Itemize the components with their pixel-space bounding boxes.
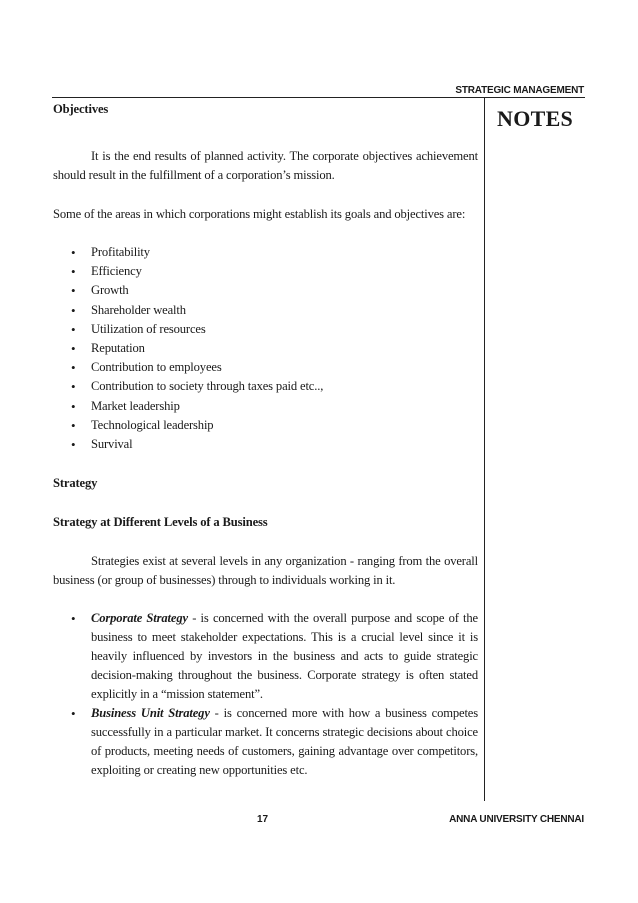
objective-area-item (71, 339, 478, 358)
objective-area-item (71, 397, 478, 416)
objective-area-item (71, 281, 478, 300)
areas-intro-paragraph: Some of the areas in which corporations might establish its goals and objectives are: (53, 207, 466, 221)
footer-page-number: 17 (257, 814, 269, 825)
bullet-icon: • (71, 360, 76, 376)
strategy-level-term: Corporate Strategy (91, 611, 188, 626)
objective-area-item (71, 358, 478, 377)
strategy-level-item (71, 609, 478, 704)
objective-area-item (71, 243, 478, 262)
objective-area-label: Technological leadership (91, 417, 214, 432)
objective-area-label: Contribution to society through taxes paid etc.., (91, 379, 324, 394)
bullet-icon: • (71, 302, 76, 318)
objective-area-item (71, 262, 478, 281)
bullet-icon: • (71, 706, 76, 722)
bullet-icon: • (71, 321, 76, 337)
bullet-icon: • (71, 379, 76, 395)
strategy-level-description: - is concerned more with how a business competes successfully in a particular market. It concerns strategic decisions about choice of products, meeting needs of customers, gaining advantage over competitors, exploiting or creating new opportunities etc. (91, 706, 478, 778)
bullet-icon: • (71, 264, 76, 280)
objective-area-label: Reputation (91, 340, 145, 355)
header-rule (52, 97, 585, 98)
objective-area-label: Growth (91, 283, 129, 298)
objective-area-label: Shareholder wealth (91, 302, 186, 317)
bullet-icon: • (71, 283, 76, 299)
objective-area-item (71, 377, 478, 396)
objective-area-item (71, 416, 478, 435)
objective-area-item (71, 435, 478, 454)
objectives-paragraph: It is the end results of planned activity. The corporate objectives achievement should result in the fulfillment of a corporation’s mission. (53, 149, 478, 182)
footer-institution: ANNA UNIVERSITY CHENNAI (449, 814, 584, 825)
bullet-icon: • (71, 417, 76, 433)
notes-column-rule (484, 97, 485, 801)
objective-area-item (71, 301, 478, 320)
objective-area-label: Profitability (91, 245, 150, 259)
strategy-levels-list (53, 609, 478, 780)
main-content (53, 100, 478, 780)
objective-area-label: Survival (91, 436, 133, 451)
strategy-levels-heading: Strategy at Different Levels of a Business (53, 515, 268, 530)
objectives-list (53, 243, 478, 454)
bullet-icon: • (71, 398, 76, 414)
objective-area-label: Contribution to employees (91, 360, 222, 375)
running-header: STRATEGIC MANAGEMENT (455, 85, 584, 96)
strategy-levels-paragraph: Strategies exist at several levels in any organization - ranging from the overall business (or group of businesses) through to individuals working in it. (53, 554, 478, 588)
strategy-level-term: Business Unit Strategy (91, 706, 210, 721)
bullet-icon: • (71, 340, 76, 356)
bullet-icon: • (71, 611, 76, 627)
notes-label: NOTES (497, 106, 574, 131)
objective-area-label: Utilization of resources (91, 321, 206, 336)
objective-area-label: Efficiency (91, 264, 142, 279)
strategy-level-item (71, 704, 478, 780)
objectives-heading: Objectives (53, 102, 109, 116)
objective-area-label: Market leadership (91, 398, 180, 413)
bullet-icon: • (71, 245, 76, 260)
bullet-icon: • (71, 436, 76, 452)
strategy-level-description: - is concerned with the overall purpose and scope of the business to meet stakeholder expectations. This is a crucial level since it is heavily influenced by investors in the business and acts to guide strategic decision-making throughout the business. Corporate strategy is often stated explicitly in a “mission statement”. (91, 611, 478, 702)
objective-area-item (71, 320, 478, 339)
strategy-heading: Strategy (53, 476, 98, 491)
